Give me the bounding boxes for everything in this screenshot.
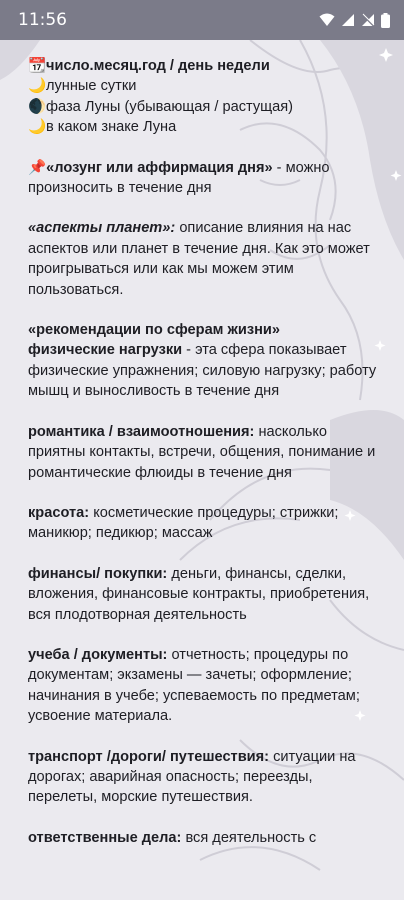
crescent-moon-icon: 🌙 — [28, 78, 47, 95]
section-title: романтика / взаимоотношения: — [28, 423, 255, 440]
section-text: насколько приятны контакты, встречи, общения, понимание и романтические флюиды в течение дня — [28, 423, 376, 481]
date-line-label: число.месяц.год / день недели — [46, 58, 270, 74]
aspects-title: «аспекты планет»: — [28, 220, 176, 237]
calendar-icon: 📆 — [28, 58, 47, 74]
section-title: ответственные дела: — [28, 829, 182, 846]
moon-phase-label: фаза Луны (убывающая / растущая) — [46, 98, 294, 115]
lunar-day-line — [28, 76, 382, 96]
section-title: учеба / документы: — [28, 646, 168, 663]
motto-paragraph — [28, 158, 382, 199]
status-time: 11:56 — [18, 10, 67, 30]
moon-phase-line — [28, 97, 382, 117]
crescent-moon-icon: 🌙 — [28, 119, 47, 136]
moon-phase-icon: 🌒 — [28, 98, 47, 115]
section-paragraph — [28, 747, 382, 808]
physical-text: - эта сфера показывает физические упражнения; силовую нагрузку; работу мышц и выносливость в течение дня — [28, 342, 377, 400]
aspects-text: описание влияния на нас аспектов или планет в течение дня. Как это может проигрываться или как мы можем этим пользоваться. — [28, 220, 370, 298]
motto-text: - можно произносить в течение дня — [28, 159, 330, 197]
status-bar — [0, 0, 404, 40]
cellular-signal-icon — [341, 13, 355, 27]
recommendations-heading: «рекомендации по сферам жизни» — [28, 322, 281, 339]
section-title: финансы/ покупки: — [28, 565, 168, 582]
status-icons — [319, 13, 390, 28]
section-text: косметические процедуры; стрижки; маникюр; педикюр; массаж — [28, 504, 339, 542]
section-text: ситуации на дорогах; аварийная опасность; переезды, перелеты, морские путешествия. — [28, 748, 356, 806]
battery-icon — [381, 13, 390, 28]
section-paragraph — [28, 564, 382, 625]
section-paragraph — [28, 503, 382, 544]
legend-text — [28, 56, 382, 848]
physical-title: физические нагрузки — [28, 342, 183, 359]
aspects-paragraph — [28, 218, 382, 300]
section-paragraph — [28, 645, 382, 727]
moon-sign-line — [28, 117, 382, 137]
physical-paragraph — [28, 340, 382, 401]
lunar-day-label: лунные сутки — [46, 78, 137, 95]
wifi-icon — [319, 13, 335, 27]
section-title: транспорт /дороги/ путешествия: — [28, 748, 270, 765]
moon-sign-label: в каком знаке Луна — [46, 119, 177, 136]
section-paragraph — [28, 828, 382, 848]
section-title: красота: — [28, 504, 90, 521]
section-text: отчетность; процедуры по документам; экзамены — зачеты; оформление; начинания в учебе; успеваемость по предметам; усвоение материала. — [28, 646, 360, 725]
pushpin-icon: 📌 — [28, 159, 47, 176]
date-line — [28, 56, 382, 76]
section-text: деньги, финансы, сделки, вложения, финансовые контракты, приобретения, вся плодотворная деятельность — [28, 565, 370, 623]
section-paragraph — [28, 422, 382, 483]
motto-title: «лозунг или аффирмация дня» — [46, 159, 273, 176]
no-sim-icon — [361, 13, 375, 27]
section-text: вся деятельность с — [181, 829, 317, 846]
